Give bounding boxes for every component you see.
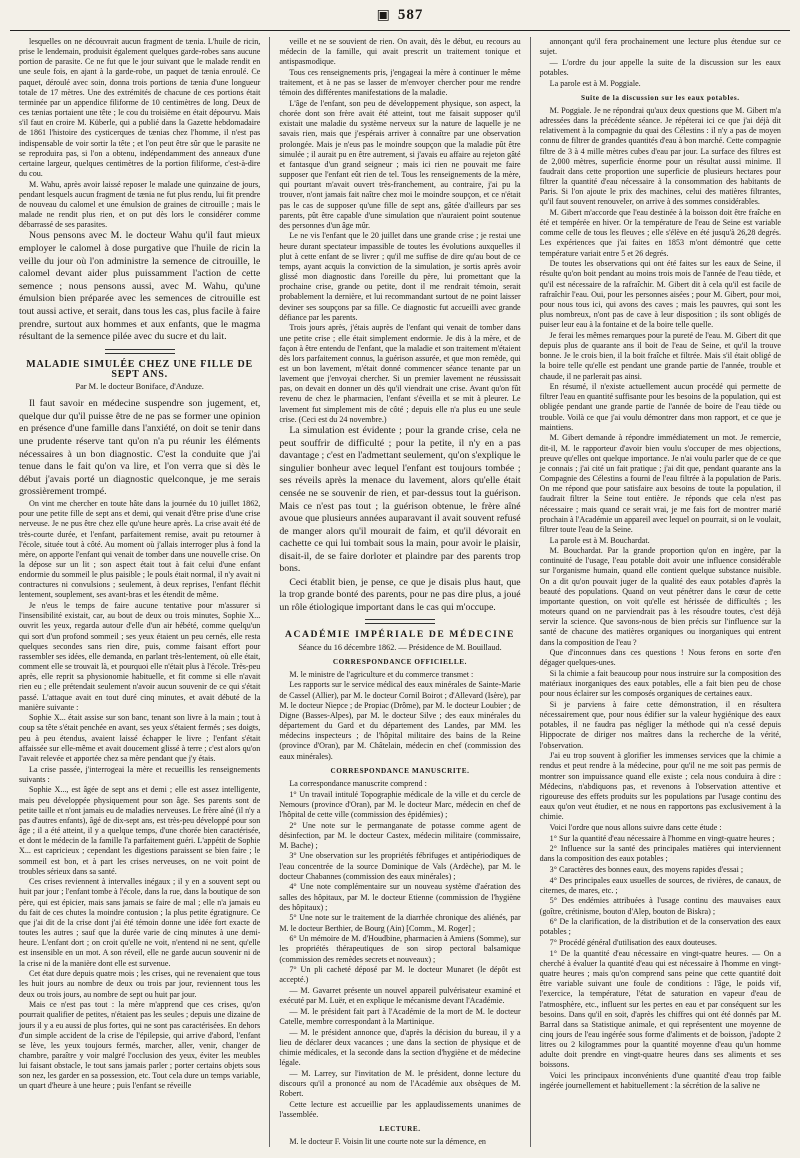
paragraph: M. Poggiale. Je ne répondrai qu'aux deux questions que M. Gibert m'a adressées dans la précédente séance. Je répéterai ici ce que j'ai déjà dit relativement à la compagnie du quai des Célestins : il n'y a pas de moyen connu de filtrer de grandes quantités d'eau à bon marché. Cette compagnie filtre de 3 à 4 mille mètres cubes d'eau par jour. La surface des filtres est de 2,000 mètres, superficie énorme pour un résultat aussi minime. Il faudrait dans cette proportion une superficie de plusieurs hectares pour filtrer la quantité d'eau nécessaire à la consommation des habitants de Paris. Si l'on ajoute le prix des machines, celui des matières filtrantes, qu'il faut souvent renouveler, on arrive à des sommes considérables. [539, 105, 781, 207]
section-divider [19, 349, 260, 354]
session-line: Séance du 16 décembre 1862. — Présidence de M. Bouillaud. [298, 642, 502, 652]
subsection-title: LECTURE. [379, 1125, 421, 1134]
paragraph: Mais ce n'est pas tout : la mère m'apprend que ces crises, qu'on pourrait qualifier de petites, n'étaient pas les seules ; depuis une dizaine de jours il y a eu aussi de plus fortes, qui ne sont pas caractérisées. En dehors d'un simple accident de la crise de l'épilepsie, qui arrive d'abord, l'enfant se lève, les yeux toujours fermés, marcher, aller, venir, changer de chambre, paraître y voir malgré l'occlusion des yeux, éviter les meubles lui faisant obstacle, le tout sans jamais parler ; porter certains objets sous son nez, les garder en sa possession, etc. Tout cela dure un temps variable, un quart d'heure à une heure ; puis l'enfant se réveille [19, 1000, 261, 1091]
paragraph: 7° Procédé général d'utilisation des eaux douteuses. [549, 938, 717, 948]
paragraph: Ceci établit bien, je pense, ce que je disais plus haut, que la trop grande bonté des parents, pour ne pas dire plus, a joué un rôle étiologique important dans le cas qui m'occupe. [279, 576, 521, 613]
paragraph: M. Wahu, après avoir laissé reposer le malade une quinzaine de jours, pendant lesquels aucun fragment de tænia ne fut plus rendu, lui fit prendre de nouveau du calomel et une émulsion de graines de citrouille ; mais le malade ne rendit plus rien, et on put dès lors le considérer comme débarrassé de ses parasites. [19, 179, 261, 230]
paragraph: lesquelles on ne découvrait aucun fragment de tænia. L'huile de ricin, prise le lendemain, produisit également quelques garde-robes sans aucune portion de parasite. Ce ne fut que le jour suivant que le malade rendit en une seule fois, en ajant à la garde-robe, un paquet de tænia enroulé. Ce paquet, déroulé avec soin, donna trois portions de tænia d'une longueur totale de 17 mètres. Une des extrémités de chacune de ces portions était terminée par un appendice filiforme de 10 centimètres de long. Deux de ces tænias portaient une tête ; le cou du troisième en était dépourvu. Mais s'il faut en croire M. Küberle, qui a publié dans la Gazette hebdomadaire de 1861 l'histoire des cysticerques de tænias chez l'homme, il n'est pas indispensable de voir sortir la tête ; et l'on peut être sûr que le parasite ne se reproduira pas, si l'on a obtenu, indépendamment des anneaux d'une certaine largeur, quelques centimètres de la portion filiforme, c'est-à-dire du cou. [19, 37, 261, 179]
columns [10, 37, 790, 1147]
paragraph: 3° Caractères des bonnes eaux, des moyens rapides d'essai ; [549, 865, 744, 874]
paragraph: 2° Une note sur le permanganate de potasse comme agent de désinfection, par M. le docteur Castex, médecin militaire (commissaire, M. Bache) ; [279, 820, 521, 850]
column-3 [530, 37, 790, 1147]
section-title: ACADÉMIE IMPÉRIALE DE MÉDECINE [284, 629, 515, 641]
page-number: 587 [397, 6, 424, 23]
paragraph: Si la chimie a fait beaucoup pour nous instruire sur la composition des matériaux inorganiques des eaux potables, elle a fait bien peu de chose pour nous éclairer sur les composés organiques de certaines eaux. [539, 669, 781, 699]
paragraph: 5° Une note sur le traitement de la diarrhée chronique des aliénés, par M. le docteur Berthier, de Bourg (Ain) [Comm., M. Roger] ; [279, 913, 521, 933]
paragraph: — M. le président fait part à l'Académie de la mort de M. le docteur Catelle, membre correspondant à la Martinique. [279, 1006, 521, 1026]
page-ornament-icon: ▣ [376, 7, 390, 23]
paragraph: La simulation est évidente ; pour la grande crise, cela ne peut souffrir de difficulté ; pour la petite, il n'y en a pas davantage ; c'est en l'admettant seulement, qu'on s'explique le singulier bonheur avec lequel l'enfant est toujours tombée ; ses réveils après la menace du lavement, alors qu'elle était censée ne se souvenir de rien, et par-dessus tout la guérison. Mais ce n'est pas tout ; la guérison obtenue, le frère aîné avoue que plusieurs années auparavant il avait souvent refusé de manger alors qu'il mourait de faim, et qu'il dévorait en cachette ce qui lui tombait sous la main, pour avoir le plaisir, disait-il, de se faire dorloter et plaindre par des parents trop bons. [279, 424, 521, 575]
paragraph: Je n'eus le temps de faire aucune tentative pour m'assurer si l'insensibilité existait, car, au bout de deux ou trois minutes, Sophie X... ouvrit les yeux, regarda autour d'elle d'un air hébété, comme quelqu'un qui sort d'un profond sommeil ; ses yeux étaient un peu cernés, elle resta quelques secondes sans rien dire, puis, comme faisant effort pour rassembler ses idées, elle demanda, en parlant très-lentement, où elle était, comment elle se trouvait là, et pourquoi elle n'était plus à l'école. Très-peu après, elle reprit sa physionomie habituelle, et fit comme si elle n'avait rien eu ; elle prétendait seulement n'avoir aucun souvenir de ce qui s'était passé. L'attaque avait en tout duré cinq minutes, et avait débuté de la manière suivante : [19, 601, 261, 712]
paragraph: 2° Influence sur la santé des principales matières qui interviennent dans la composition des eaux potables ; [539, 844, 781, 864]
subsection-title: CORRESPONDANCE OFFICIELLE. [332, 657, 468, 666]
paragraph: Il faut savoir en médecine suspendre son jugement, et, quelque dur qu'il puisse être de ne pas se former une opinion en présence d'une famille dans l'anxiété, on doit se tenir dans une prudente réserve tant qu'on n'a pu réunir les éléments nécessaires à un bon diagnostic. C'est la conduite que j'ai tenue dans le fait qu'on va lire, et l'on verra que si dès le début j'avais porté un diagnostic quelconque, je me serais grossièrement trompé. [19, 398, 261, 498]
paragraph: — M. le président annonce que, d'après la décision du bureau, il y a lieu de déclarer deux vacances ; une dans la section de physique et de chimie médicales, et la seconde dans la section d'hygiène et de médecine légale. [279, 1027, 521, 1068]
paragraph: Sophie X... était assise sur son banc, tenant son livre à la main ; tout à coup sa tête s'était penchée en avant, ses yeux s'étaient fermés ; ses doigts, peu à peu étendus, avaient laissé échapper le livre ; l'enfant s'était affaissée sur elle-même et avait doucement glissé à terre ; c'est alors qu'on l'avait relevée et apportée chez sa mère pendant que j'y étais. [19, 713, 261, 763]
paragraph: Ces crises reviennent à intervalles inégaux ; il y en a souvent sept ou huit par jour ; l'enfant tombe à l'école, dans la rue, dans la boutique de son père, qui est épicier, mais sans jamais se faire de mal ; elle n'a jamais eu du fait de ces chutes la moindre contusion ; la plus petite égratignure. Ce que j'ai dit de la crise dont j'ai été témoin donne une idée fort exacte de toutes les autres ; sauf que la durée varie de cinq minutes à une demi-heure. L'enfant dort ; on croit qu'elle ne voit, n'entend ni ne sent, qu'elle est insensible en un mot. A son réveil, elle ne garde aucun souvenir ni de la crise ni de la manière dont elle est survenue. [19, 877, 261, 968]
paragraph: Voici les principaux inconvénients d'une quantité d'eau trop faible ingérée journellement et habituellement : la sécrétion de la salive ne [539, 1071, 781, 1091]
column-2 [269, 37, 529, 1147]
paragraph: — M. Gavarret présente un nouvel appareil pulvérisateur examiné et exécuté par M. Luër, et en explique le mécanisme devant l'Académie. [279, 986, 521, 1006]
paragraph: Les rapports sur le service médical des eaux minérales de Sainte-Marie de Cassel (Allier), par M. le docteur Cornil Boirot ; d'Allevard (Isère), par M. le docteur Niepce ; de Propiac (Drôme), par M. le docteur Loubier ; de Digne (Basses-Alpes), par M. le docteur Silve ; des eaux minérales du département du Gard et du département des Landes, par MM. les médecins inspecteurs ; de l'hôpital militaire des bains de la Reine (province d'Oran), par M. Châtelain, médecin en chef (commission des eaux minérales). [279, 680, 521, 761]
paragraph: 6° Un mémoire de M. d'Houdbine, pharmacien à Amiens (Somme), sur les propriétés thérapeutiques de son sirop pectoral balsamique (commission des remèdes secrets et nouveaux) ; [279, 934, 521, 964]
paragraph: 4° Une note complémentaire sur un nouveau système d'aération des salles des hôpitaux, par M. le docteur Etienne (commission de l'hygiène des hôpitaux) ; [279, 882, 521, 912]
paragraph: Tous ces renseignements pris, j'engageai la mère à continuer le même traitement, et à ne pas se lasser de m'envoyer chercher pour me rendre témoin des différentes manifestations de la maladie. [279, 67, 521, 98]
paragraph: Si je parviens à faire cette démonstration, il en résultera nécessairement que, pour nous édifier sur la valeur hygiénique des eaux potables, il ne faudra pas négliger la méthode qui n'a cessé depuis Hippocrate de diriger nos maîtres dans la recherche de la vérité, l'observation. [539, 700, 781, 750]
paragraph: Que d'inconnues dans ces questions ! Nous ferons en sorte d'en dégager quelques-unes. [539, 648, 781, 668]
paragraph: M. le ministre de l'agriculture et du commerce transmet : [289, 669, 474, 679]
paragraph: Voici l'ordre que nous allons suivre dans cette étude : [549, 822, 722, 832]
paragraph: Trois jours après, j'étais auprès de l'enfant qui venait de tomber dans une petite crise ; elle était simplement endormie. Je dis à la mère, et de façon à être entendu de l'enfant, que la maladie et son traitement m'étaient dès lors parfaitement connus, la guérison assurée, et que mon remède, qui est un bon lavement, m'était donné commencer séance tenante par un lavement que j'envoyai chercher. Si un premier lavement ne réussissait pas, on devait en donner un dès qu'il viendrait une crise. Avant qu'on fût revenu de chez le pharmacien, l'enfant s'éveilla et se mit à pleurer. Le lavement fut simplement mis de côté ; depuis elle n'a plus eu une seule crise. (Ceci est du 24 novembre.) [279, 323, 521, 424]
paragraph: M. Gibert demande à répondre immédiatement un mot. Je remercie, dit-il, M. le rapporteur d'avoir bien voulu s'occuper de mes objections, preuve qu'elles ont quelque importance. Je n'ai voulu parler que de ce que je connais ; j'ai cité un fait pratique ; j'ai dit que, pendant quarante ans la Compagnie des Célestins a fourni de l'eau filtrée à la population de Paris. On me répond que pour satisfaire aux besoins de toute la population, il faudrait filtrer la Seine tout entière. Je réponds que cela n'est pas nécessaire ; mais quand ce serait vrai, je me fais fort de montrer marié prochain à l'Académie un appareil avec lequel on pourrait, si on le voulait, filtrer toute l'eau de la Seine. [539, 433, 781, 534]
paragraph: Nous pensons avec M. le docteur Wahu qu'il faut mieux employer le calomel à dose purgative que l'huile de ricin la veille du jour où l'on administre la semence de citrouille, le calomel devant aider plus puissamment l'action de cette semence ; nous pensons aussi, avec M. Wahu, qu'une émulsion bien préparée avec les semences de citrouille est tout aussi active, et serait, dans tous les cas, plus facile à faire prendre, surtout aux hommes et aux enfants, que le magma résultant de la semence pilée avec du sucre et du lait. [19, 230, 261, 343]
paragraph: M. Bouchardat. Par la grande proportion qu'on en ingère, par la continuité de l'usage, l'eau potable doit avoir une influence considérable sur l'organisme humain, quand elle contient quelque substance nuisible. On a dit qu'on pouvait juger de la qualité des eaux potables d'après la beauté des populations. Quand on veut pénétrer dans le cœur de cette importante question, on voit qu'elle est hérissée de difficultés ; les moteurs quand on ne parviendrait pas à les résoudre toutes, c'est déjà servir la science. Que savons-nous de bien précis sur l'influence sur la santé de chacune des matières organiques ou inorganiques qui entrent dans la composition de l'eau ? [539, 546, 781, 647]
paragraph: La correspondance manuscrite comprend : [289, 778, 427, 788]
paragraph: 1° Un travail intitulé Topographie médicale de la ville et du cercle de Nemours (province d'Oran), par M. le docteur Marc, médecin en chef de l'hôpital de cette ville (commission des épidémies) ; [279, 789, 521, 819]
paragraph: Cette lecture est accueillie par les applaudissements unanimes de l'assemblée. [279, 1099, 521, 1119]
page-header [10, 0, 790, 31]
emphasis-block [279, 425, 520, 614]
paragraph: M. Gibert m'accorde que l'eau destinée à la boisson doit être fraîche en été et tempérée en hiver. Or la température de l'eau de Seine est variable comme celle de tous les fleuves ; elle s'élève en été jusqu'à 26,28 degrés. Les expériences que j'ai faites en 1853 m'ont démontré que cette température variait entre 5 et 26 degrés. [539, 208, 781, 258]
paragraph: Cet état dure depuis quatre mois ; les crises, qui ne revenaient que tous les huit jours au nombre de deux ou trois par jour, reviennent tous les deux ou trois jours, au nombre de sept ou huit par jour. [19, 969, 261, 999]
emphasis-block [19, 230, 260, 343]
paragraph: 1° Sur la quantité d'eau nécessaire à l'homme en vingt-quatre heures ; [549, 833, 775, 843]
paragraph: De toutes les observations qui ont été faites sur les eaux de Seine, il résulte qu'on boit pendant au moins trois mois de l'année de l'eau tiède, et qu'il est nécessaire de la rafraîchir. M. Gibert dit à cela qu'il est facile de rafraîchir l'eau. Oui, pour les personnes aisées ; pour M. Gibert, pour moi, pour nous tous ici, qui avons des caves ; mais les pauvres, qui sont les plus nombreux, n'ont pas de cave à leur disposition ; ils sont obligés de puiser leur eau à la fontaine et de la boire telle quelle. [539, 259, 781, 330]
paragraph: La crise passée, j'interrogeai la mère et recueillis les renseignements suivants : [19, 764, 261, 784]
paragraph: 1° De la quantité d'eau nécessaire en vingt-quatre heures. — On a cherché à évaluer la quantité d'eau qui est nécessaire à l'homme en vingt-quatre heures ; mais qu'on comprend sans peine que cette quantité doit être variable suivant une foule de conditions : l'âge, le poids vif, l'exercice, la température, l'état de saturation en vapeur d'eau de l'atmosphère, etc., influent sur les pertes en eau et par conséquent sur les besoins. Dans qu'il en soit, d'après les chiffres qui ont été donnés par M. Barral dans sa Statistique animale, et qui représentent une moyenne de cinq jours de l'eau ingérée sous forme d'aliments et de boisson, j'adopte 2 litres ou 2 kilogrammes pour la quantité moyenne d'eau qu'un homme adulte doit prendre en vingt-quatre heures dans ses aliments et ses boissons. [539, 948, 781, 1070]
article-title: MALADIE SIMULÉE CHEZ UNE FILLE DE SEPT ANS. [26, 358, 254, 380]
article-byline: Par M. le docteur Boniface, d'Anduze. [75, 382, 204, 392]
emphasis-block [19, 398, 260, 499]
paragraph: 3° Une observation sur les propriétés fébrifuges et antipériodiques de l'eau concentrée de la source Dominique de Vals (Ardèche), par M. le docteur Chabannes (commission des eaux minérales) ; [279, 851, 521, 881]
column-1 [10, 37, 269, 1147]
paragraph: veille et ne se souvient de rien. On avait, dès le début, eu recours au médecin de la famille, qui avait prescrit un traitement tonique et antispasmodique. [279, 37, 521, 67]
paragraph: 7° Un pli cacheté déposé par M. le docteur Munaret (le dépôt est accepté.) [279, 965, 521, 985]
subsection-title: CORRESPONDANCE MANUSCRITE. [330, 766, 470, 775]
paragraph: La parole est à M. Poggiale. [549, 78, 641, 88]
paragraph: Le ne vis l'enfant que le 20 juillet dans une grande crise ; je restai une heure durant spectateur impassible de toutes les évolutions auxquelles il plut à cette enfant de se livrer ; qu'il me suffise de dire qu'au bout de ce temps, ayant acquis la conviction de la simulation, je sortis après avoir glissé mon diagnostic dans l'oreille du père, lui promettant que la prochaine crise, grande ou petite, dont il me rendrait témoin, serait probablement la dernière, et lui recommandant surtout de ne point laisser deviner ses soupçons par sa fille. Ce diagnostic fut accueilli avec grande défiance par les parents. [279, 231, 521, 322]
paragraph: 5° Des endémies attribuées à l'usage continu des mauvaises eaux (goître, crétinisme, bouton d'Alep, bouton de Biskra) ; [539, 896, 781, 916]
paragraph: La parole est à M. Bouchardat. [549, 535, 650, 545]
paragraph: annonçant qu'il fera prochainement une lecture plus étendue sur ce sujet. [539, 37, 781, 57]
paragraph: 4° Des principales eaux usuelles de sources, de rivières, de canaux, de citernes, de mares, etc. ; [539, 875, 781, 895]
subsection-title: Suite de la discussion sur les eaux potables. [580, 93, 740, 102]
paragraph: Je ferai les mêmes remarques pour la pureté de l'eau. M. Gibert dit que depuis plus de quarante ans il boit de l'eau de Seine, et qu'il la trouve bonne. Je le crois bien, il la boit fraîche et filtrée. Mais s'il était obligé de la boire telle qu'elle est pendant une grande partie de l'année, trouble et chaude, il ne parlerait pas ainsi. [539, 330, 781, 381]
section-divider [279, 619, 520, 624]
paragraph: — M. Larrey, sur l'invitation de M. le président, donne lecture du discours qu'il a prononcé au nom de l'Académie aux obsèques de M. Robert. [279, 1068, 521, 1099]
paragraph: M. le docteur F. Voisin lit une courte note sur la démence, en [289, 1137, 486, 1147]
paragraph: L'âge de l'enfant, son peu de développement physique, son aspect, la chorée dont son frère avait été atteint, tout me faisait supposer qu'il existait une maladie du système nerveux sur la nature de laquelle je ne savais rien, mais que j'espérais arriver à connaître par une observation prolongée. Mais je n'eus pas le moindre soupçon que la maladie pût être simulée ; il aurait pu en être autrement, si j'avais eu affaire au rejeton gâté et fantasque d'un grand seigneur ; mais ici rien ne pouvait me faire supposer que l'enfant eût rien de tel. Tous les renseignements de la mère, qui pourtant m'avait ouvert très-franchement, au contraire, j'ai pu la trouver, n'ont jamais fait naître chez moi le moindre soupçon, et ce n'était pas le cas de supposer qu'une fille de sept ans, gâtée d'ailleurs par ses parents, pût être capable d'une simulation que n'auraient point soutenue des personnes d'un âge mûr. [279, 98, 521, 230]
paragraph: — L'ordre du jour appelle la suite de la discussion sur les eaux potables. [539, 57, 781, 77]
paragraph: Sophie X..., est âgée de sept ans et demi ; elle est assez intelligente, mais peu développée physiquement pour son âge. Ses parents sont de petite taille et n'ont jamais eu de maladies nerveuses. Le frère aîné (il n'y a pas d'autres enfants), âgé de dix-sept ans, est très-peu développé pour son âge ; il a été atteint, il y a quelque temps, d'une chorée bien caractérisée, et dont le médecin de la famille l'a parfaitement guéri. L'appétit de Sophie X... est capricieux ; cependant les digestions paraissent se bien faire ; le sommeil est bon, et à part les crises nerveuses, on ne voit point de troubles sérieux dans sa santé. [19, 785, 261, 876]
paragraph: En résumé, il n'existe actuellement aucun procédé qui permette de filtrer l'eau en quantité suffisante pour les besoins de la population, qui est obligée pendant une grande partie de l'année de boire de l'eau tiède ou trouble. Voilà ce que j'ai voulu démontrer dans mon rapport, et ce que je maintiens. [539, 382, 781, 432]
paragraph: J'ai eu trop souvent à glorifier les immenses services que la chimie a rendus et peut rendre à la médecine, pour qu'il ne me soit pas permis de montrer son impuissance quand elle existe ; cela nous conduira à dire : Médecins, n'abdiquons pas, et revenons à l'observation attentive et rigoureuse des effets produits sur les populations par l'usage continu des eaux qu'on veut étudier, et ne nous en rapportons pas exclusivement à la chimie. [539, 751, 781, 822]
paragraph: On vint me chercher en toute hâte dans la journée du 10 juillet 1862, pour une petite fille de sept ans et demi, qui venait d'être prise d'une crise nerveuse. Je ne pus être chez elle qu'une heure après. La crise avait été de très-courte durée, et l'enfant, parfaitement remise, avait pu retourner à l'école, située tout à côté. Au moment où j'allais interroger plus à fond la mère, on apporte l'enfant qui venait de tomber dans une nouvelle crise. On la dépose sur un lit ; son aspect était tout à fait celui d'une enfant endormie du sommeil le plus paisible ; le pouls était normal, il n'y avait ni contractures ni convulsions ; seulement, à deux reprises, l'enfant fléchit lentement, souplement, ses avant-bras et les étendit de même. [19, 499, 261, 600]
paragraph: 6° De la clarification, de la distribution et de la conservation des eaux potables ; [539, 917, 781, 937]
